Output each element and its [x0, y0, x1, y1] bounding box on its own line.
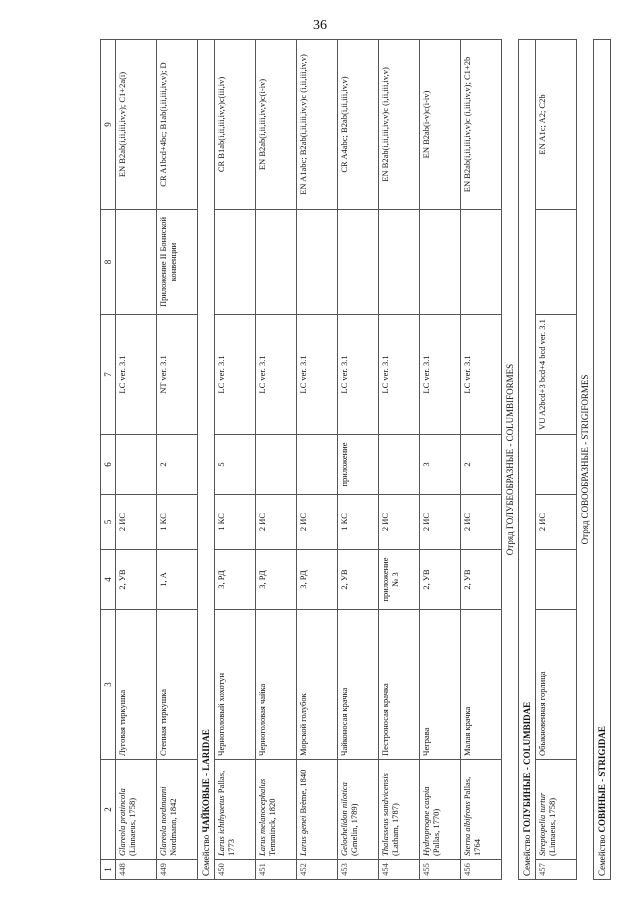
table-row — [420, 40, 461, 880]
family-name: СОВИНЫЕ - STRIGIDAE — [597, 726, 608, 833]
red-list-table — [100, 39, 611, 880]
status-cell: 2 ИС — [116, 495, 157, 550]
row-number: 454 — [379, 860, 420, 880]
table-row — [116, 40, 157, 880]
species-latin-cell — [536, 760, 577, 860]
category-cell: 3, РД — [297, 550, 338, 610]
header-cell-1: 1 — [101, 860, 116, 880]
species-author: (Latham, 1787) — [390, 803, 401, 856]
row-number: 455 — [420, 860, 461, 880]
species-latin-cell — [116, 760, 157, 860]
status-cell: 2 ИС — [536, 495, 577, 550]
table-row — [379, 40, 420, 880]
column-6-cell — [256, 435, 297, 495]
species-russian-name: Степная тиркушка — [157, 610, 198, 760]
species-latin-cell — [420, 760, 461, 860]
convention-cell — [420, 210, 461, 315]
species-latin-cell — [297, 760, 338, 860]
convention-cell — [379, 210, 420, 315]
latin-name: Larus melanocephalus — [257, 778, 268, 856]
row-number: 451 — [256, 860, 297, 880]
species-author: Brème, 1840 — [298, 769, 309, 816]
status-cell: 2 ИС — [420, 495, 461, 550]
header-cell-6: 6 — [101, 435, 116, 495]
header-cell-7: 7 — [101, 315, 116, 435]
category-cell: 1, А — [157, 550, 198, 610]
species-author: (Linnaeus, 1758) — [547, 797, 558, 856]
species-russian-name: Малая крачка — [461, 610, 502, 760]
order-row — [502, 40, 519, 880]
species-russian-name: Луговая тиркушка — [116, 610, 157, 760]
rotated-table-container — [100, 40, 608, 880]
table-row — [536, 40, 577, 880]
family-row — [519, 40, 536, 880]
header-cell-4: 4 — [101, 550, 116, 610]
status-cell: 2 ИС — [379, 495, 420, 550]
category-cell: 2, УВ — [420, 550, 461, 610]
family-row — [198, 40, 215, 880]
iucn-cell: LC ver. 3.1 — [256, 315, 297, 435]
table-row — [215, 40, 256, 880]
species-latin-cell — [461, 760, 502, 860]
species-russian-name: Черноголовый хохотун — [215, 610, 256, 760]
iucn-cell: LC ver. 3.1 — [379, 315, 420, 435]
column-6-cell: 3 — [420, 435, 461, 495]
iucn-cell: LC ver. 3.1 — [297, 315, 338, 435]
latin-name: Hydroprogne caspia — [421, 786, 432, 856]
criteria-cell: CR A4abc; B2ab(i,ii,iii,iv,v) — [338, 40, 379, 210]
latin-name: Glareola pratincola — [117, 788, 128, 856]
convention-cell — [338, 210, 379, 315]
category-cell: 3, РД — [215, 550, 256, 610]
status-cell: 2 ИС — [461, 495, 502, 550]
column-6-cell — [536, 435, 577, 495]
latin-name: Larus genei — [298, 815, 309, 856]
column-6-cell: 5 — [215, 435, 256, 495]
family-heading — [594, 40, 611, 880]
table-row — [157, 40, 198, 880]
criteria-cell: EN B2ab(i,ii,iii,iv,v); C1+2a(i) — [116, 40, 157, 210]
iucn-cell: LC ver. 3.1 — [116, 315, 157, 435]
latin-name: Larus ichthyaetus — [216, 795, 227, 856]
species-russian-name: Морской голубок — [297, 610, 338, 760]
row-number: 448 — [116, 860, 157, 880]
category-cell: приложение № 3 — [379, 550, 420, 610]
convention-cell — [536, 210, 577, 315]
category-cell: 3, РД — [256, 550, 297, 610]
table-row — [461, 40, 502, 880]
criteria-cell: EN B2ab(i,ii,iii,iv,v)c (i,ii,iii,iv,v) — [379, 40, 420, 210]
family-prefix: Семейство — [201, 832, 212, 876]
convention-cell — [116, 210, 157, 315]
header-cell-8: 8 — [101, 210, 116, 315]
latin-name: Streptopelia turtur — [537, 792, 548, 856]
column-6-cell: 2 — [157, 435, 198, 495]
family-prefix: Семейство — [597, 832, 608, 876]
convention-cell — [215, 210, 256, 315]
species-russian-name: Пестроносая крачка — [379, 610, 420, 760]
species-russian-name: Черноголовая чайка — [256, 610, 297, 760]
status-cell: 1 КС — [215, 495, 256, 550]
convention-cell — [461, 210, 502, 315]
iucn-cell: LC ver. 3.1 — [420, 315, 461, 435]
species-author: Pallas, 1764 — [462, 776, 483, 856]
column-6-cell — [379, 435, 420, 495]
order-heading: Отряд ГОЛУБЕОБРАЗНЫЕ - COLUMBIFORMES — [502, 40, 519, 880]
row-number: 449 — [157, 860, 198, 880]
row-number: 450 — [215, 860, 256, 880]
header-cell-3: 3 — [101, 610, 116, 760]
iucn-cell: VU A2bcd+3 bcd+4 bcd ver. 3.1 — [536, 315, 577, 435]
convention-cell — [256, 210, 297, 315]
species-author: Temminck, 1820 — [267, 798, 278, 856]
species-author: Pallas, 1773 — [216, 770, 237, 856]
species-russian-name: Обыкновенная горлица — [536, 610, 577, 760]
iucn-cell: LC ver. 3.1 — [461, 315, 502, 435]
status-cell: 1 КС — [157, 495, 198, 550]
category-cell: 2, УВ — [116, 550, 157, 610]
family-name: ЧАЙКОВЫЕ - LARIDAE — [201, 729, 212, 833]
header-cell-2: 2 — [101, 760, 116, 860]
status-cell: 2 ИС — [256, 495, 297, 550]
column-6-cell: 2 — [461, 435, 502, 495]
species-author: Nordmann, 1842 — [168, 798, 179, 856]
latin-name: Thalasseus sandvicensis — [380, 773, 391, 856]
order-row — [577, 40, 594, 880]
criteria-cell: EN B2ab(i-v)c(i-iv) — [420, 40, 461, 210]
latin-name: Sterna albifrons — [462, 801, 473, 856]
page-number: 36 — [313, 18, 327, 33]
table-body — [101, 40, 611, 880]
iucn-cell: LC ver. 3.1 — [215, 315, 256, 435]
status-cell: 1 КС — [338, 495, 379, 550]
family-prefix: Семейство — [522, 832, 533, 876]
iucn-cell: NT ver. 3.1 — [157, 315, 198, 435]
species-latin-cell — [157, 760, 198, 860]
table-row — [297, 40, 338, 880]
criteria-cell: EN B2ab(i,ii,iii,iv,v)c (i,iii,iv,v); C1+2b — [461, 40, 502, 210]
family-row — [594, 40, 611, 880]
column-6-cell — [116, 435, 157, 495]
species-latin-cell — [379, 760, 420, 860]
header-cell-5: 5 — [101, 495, 116, 550]
species-author: (Pallas, 1770) — [431, 808, 442, 856]
row-number: 457 — [536, 860, 577, 880]
species-russian-name: Чайконосая крачка — [338, 610, 379, 760]
species-latin-cell — [256, 760, 297, 860]
species-russian-name: Чеграва — [420, 610, 461, 760]
criteria-cell: EN B2ab(i,ii,iii,iv,v)c(i-iv) — [256, 40, 297, 210]
row-number: 453 — [338, 860, 379, 880]
iucn-cell: LC ver. 3.1 — [338, 315, 379, 435]
convention-cell — [297, 210, 338, 315]
species-author: (Gmelin, 1789) — [349, 803, 360, 856]
order-heading: Отряд СОВООБРАЗНЫЕ - STRIGIFORMES — [577, 40, 594, 880]
latin-name: Glareola nordmanni — [158, 786, 169, 856]
criteria-cell: CR B1ab(i,ii,iii,iv,v)c(iii,iv) — [215, 40, 256, 210]
criteria-cell: EN A1c; A2; C2b — [536, 40, 577, 210]
category-cell: 2, УВ — [461, 550, 502, 610]
header-row — [101, 40, 116, 880]
column-6-cell — [297, 435, 338, 495]
column-6-cell: приложение — [338, 435, 379, 495]
table-row — [256, 40, 297, 880]
species-author: (Linnaeus, 1758) — [127, 797, 138, 856]
header-cell-9: 9 — [101, 40, 116, 210]
status-cell: 2 ИС — [297, 495, 338, 550]
table-row — [338, 40, 379, 880]
row-number: 456 — [461, 860, 502, 880]
family-name: ГОЛУБИНЫЕ - COLUMBIDAE — [522, 701, 533, 833]
latin-name: Gelochelidon nilotica — [339, 782, 350, 856]
convention-cell: Приложение II Боннской конвенции — [157, 210, 198, 315]
criteria-cell: CR A1bcd+4bc; B1ab(i,ii,iii,iv,v); D — [157, 40, 198, 210]
category-cell — [536, 550, 577, 610]
family-heading — [198, 40, 215, 880]
row-number: 452 — [297, 860, 338, 880]
species-latin-cell — [338, 760, 379, 860]
species-latin-cell — [215, 760, 256, 860]
criteria-cell: EN A1abc; B2ab(i,ii,iii,iv,v)c (i,ii,iii,iv,v) — [297, 40, 338, 210]
category-cell: 2, УВ — [338, 550, 379, 610]
family-heading — [519, 40, 536, 880]
